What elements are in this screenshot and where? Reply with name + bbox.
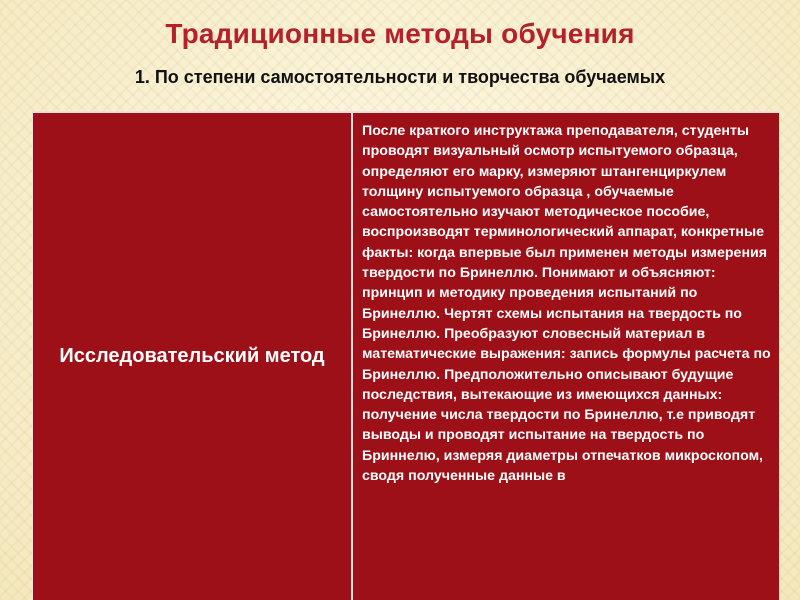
method-description-cell <box>353 113 779 600</box>
slide-subtitle: 1. По степени самостоятельности и творчества обучаемых <box>134 67 666 87</box>
method-table <box>32 111 779 600</box>
method-description: После краткого инструктажа преподавателя, студенты проводят визуальный осмотр испытуемого образца, определяют его марку, измеряют штангенциркулем толщину испытуемого образца , обучаемые самостоятельно изучают методическое пособие, воспроизводят терминологический аппарат, конкретные факты: когда впервые был применен методы измерения твердости по Бринеллю. Понимают и объясняют: принцип и методику проведения испытаний по Бринеллю. Чертят схемы испытания на твердость по Бринеллю. Преобразуют словесный материал в математические выражения: запись формулы расчета по Бринеллю. Предположительно описывают будущие последствия, вытекающие из имеющихся данных: получение числа твердости по Бринеллю, т.е приводят выводы и проводят испытание на твердость по Бриннелю, измеряя диаметры отпечатков микроскопом, сводя полученные данные в <box>362 123 771 485</box>
method-name: Исследовательский метод <box>59 345 325 367</box>
method-name-cell <box>33 113 353 600</box>
slide-title: Традиционные методы обучения <box>165 18 635 49</box>
